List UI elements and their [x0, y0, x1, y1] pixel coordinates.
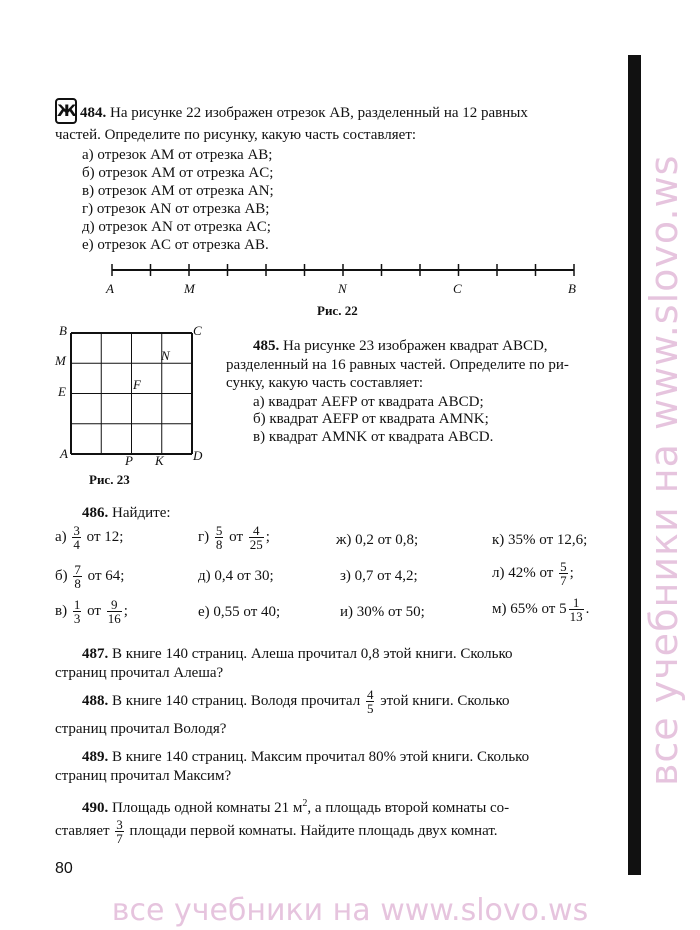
margin-bar — [628, 55, 641, 875]
problem-text: В книге 140 страниц. Алеша прочитал 0,8 этой книги. Сколько — [112, 646, 513, 662]
exercise-zh: ж) 0,2 от 0,8; — [336, 532, 419, 548]
point-label-a: A — [106, 281, 114, 296]
watermark-bottom: все учебники на www.slovo.ws — [111, 893, 589, 928]
point-label-p: P — [125, 453, 133, 468]
fraction: $\frac{4}{5}$ — [366, 687, 374, 716]
fraction: $\frac{7}{8}$ — [74, 562, 81, 591]
exercise-m — [492, 596, 589, 623]
list-item: г) отрезок AN от отрезка AB; — [82, 201, 270, 217]
problem-number: 484. — [80, 105, 107, 121]
problem-text: этой книги. Сколько — [380, 692, 510, 709]
exercise-v — [55, 598, 128, 625]
problem-488-line1 — [82, 688, 510, 715]
exercise-text: ; — [569, 564, 574, 581]
problem-text: площади первой комнаты. Найдите площадь двух комнат. — [129, 822, 498, 839]
point-label-e: E — [58, 384, 66, 399]
exercise-label: в) — [55, 602, 68, 619]
square-grid — [71, 333, 192, 454]
exercise-label: г) — [198, 528, 210, 545]
calculator-k-icon: Ж — [55, 98, 77, 124]
problem-486-title — [82, 504, 171, 522]
exercise-a — [55, 524, 123, 551]
exercise-label: а) — [55, 528, 67, 545]
fraction: $\frac{5}{7}$ — [560, 559, 567, 588]
point-label-c: C — [453, 281, 462, 296]
problem-text: На рисунке 23 изображен квадрат ABCD, — [283, 338, 548, 354]
point-label-f: F — [133, 377, 141, 392]
fraction: $\frac{1}{3}$ — [73, 597, 81, 626]
point-label-c: C — [193, 323, 202, 338]
exercise-i: и) 30% от 50; — [340, 604, 425, 620]
exercise-text: ; — [265, 528, 270, 545]
fraction: $\frac{3}{4}$ — [73, 523, 80, 552]
square-figure — [70, 332, 194, 456]
exercise-text: от — [229, 528, 244, 545]
problem-489-line2: страниц прочитал Максим? — [55, 768, 232, 784]
list-item: а) отрезок AM от отрезка AB; — [82, 147, 273, 163]
point-label-n: N — [338, 281, 347, 296]
problem-490-line1 — [82, 795, 509, 817]
list-item: в) отрезок AM от отрезка AN; — [82, 183, 274, 199]
list-item: е) отрезок AC от отрезка AB. — [82, 237, 269, 253]
fraction: $\frac{3}{7}$ — [116, 817, 123, 846]
problem-text: Площадь одной комнаты 21 м — [112, 800, 303, 816]
point-label-m: M — [55, 353, 66, 368]
list-item: б) отрезок AM от отрезка AC; — [82, 165, 274, 181]
exercise-b — [55, 563, 124, 590]
exercise-text: от — [87, 602, 101, 619]
superscript: 2 — [302, 798, 308, 809]
problem-number: 490. — [82, 800, 109, 816]
problem-485-line2: разделенный на 16 равных частей. Определите по ри- — [226, 357, 569, 373]
exercise-text: от 64; — [87, 567, 125, 584]
point-label-k: K — [155, 453, 164, 468]
point-label-m: M — [184, 281, 195, 296]
figure-caption-23: Рис. 23 — [89, 472, 130, 487]
problem-number: 486. — [82, 505, 109, 521]
exercise-z: з) 0,7 от 4,2; — [340, 568, 418, 584]
problem-490-line2 — [55, 818, 498, 845]
fraction: $\frac{1}{13}$ — [569, 595, 583, 624]
point-label-b: B — [568, 281, 576, 296]
figure-caption-22: Рис. 22 — [317, 303, 358, 318]
list-item: д) отрезок AN от отрезка AC; — [82, 219, 271, 235]
page-number: 80 — [55, 860, 73, 877]
list-item: б) квадрат AEFP от квадрата AMNK; — [253, 411, 489, 427]
problem-text: В книге 140 страниц. Максим прочитал 80% этой книги. Сколько — [112, 749, 530, 765]
exercise-text: . — [585, 600, 590, 617]
exercise-label: б) — [55, 567, 68, 584]
problem-text: Найдите: — [112, 505, 171, 521]
list-item: а) квадрат AEFP от квадрата ABCD; — [253, 394, 484, 410]
problem-487-line1 — [82, 645, 513, 663]
exercise-text: ; — [123, 602, 128, 619]
problem-number: 488. — [82, 692, 109, 709]
exercise-l — [492, 560, 574, 587]
problem-485-line3: сунку, какую часть составляет: — [226, 375, 424, 391]
fraction: $\frac{9}{16}$ — [107, 597, 121, 626]
exercise-text: л) 42% от — [492, 564, 554, 581]
problem-484-line1 — [80, 104, 528, 122]
exercise-d: д) 0,4 от 30; — [198, 568, 274, 584]
problem-number: 489. — [82, 749, 109, 765]
exercise-k: к) 35% от 12,6; — [492, 532, 588, 548]
problem-text: В книге 140 страниц. Володя прочитал — [112, 692, 361, 709]
problem-487-line2: страниц прочитал Алеша? — [55, 665, 224, 681]
exercise-g — [198, 524, 270, 551]
point-label-n: N — [161, 348, 170, 363]
point-label-b: B — [59, 323, 67, 338]
exercise-e: е) 0,55 от 40; — [198, 604, 281, 620]
point-label-d: D — [193, 448, 203, 463]
problem-text: , а площадь второй комнаты со- — [307, 800, 510, 816]
problem-485-line1 — [253, 337, 548, 355]
problem-text: На рисунке 22 изображен отрезок AB, разделенный на 12 равных — [110, 105, 528, 121]
list-item: в) квадрат AMNK от квадрата ABCD. — [253, 429, 494, 445]
problem-489-line1 — [82, 748, 529, 766]
problem-number: 485. — [253, 338, 280, 354]
problem-488-line2: страниц прочитал Володя? — [55, 721, 227, 737]
fraction: $\frac{5}{8}$ — [215, 523, 223, 552]
problem-number: 487. — [82, 646, 109, 662]
exercise-text: м) 65% от 5 — [492, 600, 567, 617]
problem-484-line2: частей. Определите по рисунку, какую часть составляет: — [55, 127, 417, 143]
watermark-vertical: все учебники на www.slovo.ws — [642, 154, 686, 786]
problem-text: ставляет — [55, 822, 110, 839]
fraction: $\frac{4}{25}$ — [249, 523, 263, 552]
exercise-text: от 12; — [86, 528, 124, 545]
point-label-a: A — [60, 446, 68, 461]
